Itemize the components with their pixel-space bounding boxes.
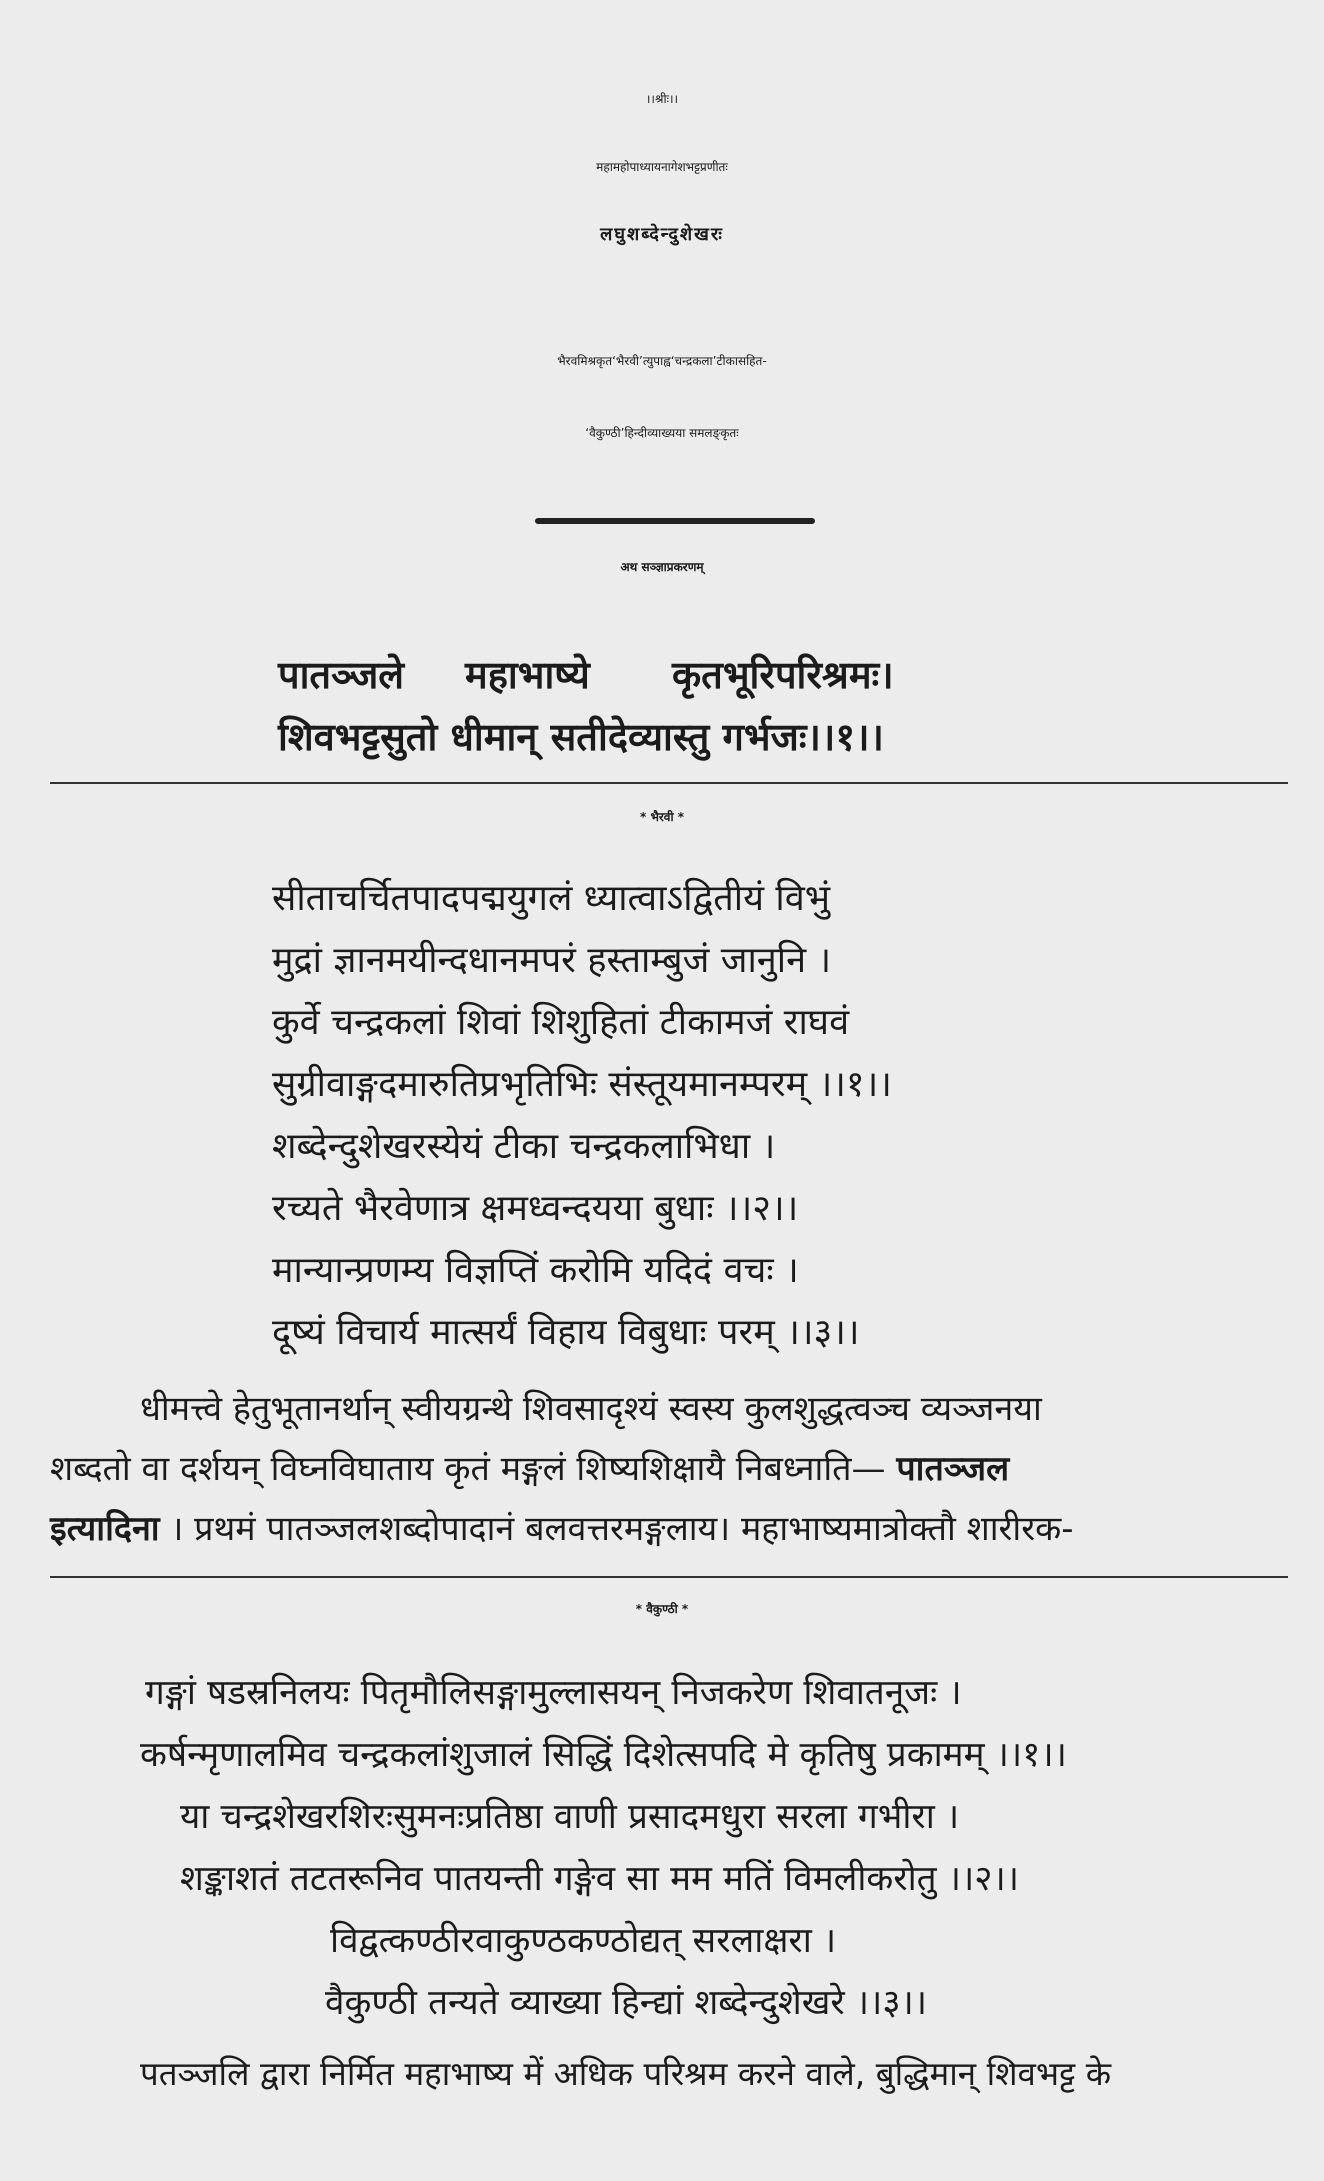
bhairavi-verse-line: शब्देन्दुशेखरस्येयं टीका चन्द्रकलाभिधा । <box>272 1126 776 1167</box>
commentary-text: शब्दतो वा दर्शयन् विघ्नविघाताय कृतं मङ्गलं शिष्यशिक्षायै निबध्नाति— <box>50 1449 886 1489</box>
subtitle-line-2: ‘वैकुण्ठी’हिन्दीव्याख्यया समलङ्कृतः <box>585 426 739 440</box>
bhairavi-commentary-line <box>50 1444 1009 1490</box>
vaikunthi-verse-line: या चन्द्रशेखरशिरःसुमनःप्रतिष्ठा वाणी प्रसादमधुरा सरला गभीरा । <box>180 1797 960 1837</box>
subtitle-line-1: भैरवमिश्रकृत‘भैरवी’त्युपाह्व‘चन्द्रकला’टीकासहित- <box>557 354 767 368</box>
commentary-keyword: पातञ्जल <box>896 1449 1010 1489</box>
bhairavi-verse-line: सुग्रीवाङ्गदमारुतिप्रभृतिभिः संस्तूयमानम्परम् ।।१।। <box>272 1064 892 1105</box>
vaikunthi-heading: * वैकुण्ठी * <box>635 1602 689 1616</box>
bhairavi-verse-line: मुद्रां ज्ञानमयीन्दधानमपरं हस्ताम्बुजं जानुनि । <box>272 940 832 981</box>
bhairavi-verse-line: कुर्वे चन्द्रकलां शिवां शिशुहितां टीकामजं राघवं <box>272 1002 850 1043</box>
ornament-divider <box>535 518 815 524</box>
bhairavi-verse-line: रच्यते भैरवेणात्र क्षमध्वन्दयया बुधाः ।।२।। <box>272 1188 799 1229</box>
bhairavi-commentary-line: धीमत्त्वे हेतुभूतानर्थान् स्वीयग्रन्थे शिवसादृश्यं स्वस्य कुलशुद्धत्वञ्च व्यञ्जनया <box>140 1389 1042 1429</box>
bhairavi-heading: * भैरवी * <box>639 810 685 824</box>
section-rule-bottom <box>50 1576 1288 1578</box>
mula-word-3: कृतभूरिपरिश्रमः। <box>672 653 894 697</box>
vaikunthi-verse-line: गङ्गां षडस्रनिलयः पितृमौलिसङ्गामुल्लासयन् निजकरेण शिवातनूजः । <box>145 1673 962 1713</box>
vaikunthi-verse-line: वैकुण्ठी तन्यते व्याख्या हिन्द्यां शब्देन्दुशेखरे ।।३।। <box>325 1983 928 2023</box>
vaikunthi-verse-line: विद्वत्कण्ठीरवाकुण्ठकण्ठोद्यत् सरलाक्षरा । <box>330 1921 837 1961</box>
shri-invocation: ।।श्रीः।। <box>645 92 679 106</box>
bhairavi-verse-line: दूष्यं विचार्य मात्सर्यं विहाय विबुधाः परम् ।।३।। <box>272 1312 860 1353</box>
section-rule-top <box>50 782 1288 784</box>
mula-word-2: महाभाष्ये <box>465 653 590 697</box>
section-title: अथ सञ्ज्ञाप्रकरणम् <box>620 560 704 574</box>
bhairavi-verse-line: सीताचर्चितपादपद्मयुगलं ध्यात्वाऽद्वितीयं विभुं <box>272 878 831 919</box>
bhairavi-commentary-line <box>50 1504 1074 1550</box>
vaikunthi-verse-line: कर्षन्मृणालमिव चन्द्रकलांशुजालं सिद्धिं दिशेत्सपदि मे कृतिषु प्रकामम् ।।१।। <box>140 1735 1067 1775</box>
bhairavi-verse-line: मान्यान्प्रणम्य विज्ञप्तिं करोमि यदिदं वचः । <box>272 1250 799 1291</box>
commentary-keyword: इत्यादिना <box>50 1509 160 1549</box>
vaikunthi-commentary-line: पतञ्जलि द्वारा निर्मित महाभाष्य में अधिक परिश्रम करने वाले, बुद्धिमान् शिवभट्ट के <box>140 2054 1112 2093</box>
mula-line-2: शिवभट्टसुतो धीमान् सतीदेव्यास्तु गर्भजः।।१।। <box>278 715 884 759</box>
commentary-text: । प्रथमं पातञ्जलशब्दोपादानं बलवत्तरमङ्गलाय। महाभाष्यमात्रोक्तौ शारीरक- <box>170 1509 1074 1549</box>
book-title: लघुशब्देन्दुशेखरः <box>600 224 724 245</box>
author-line: महामहोपाध्यायनागेशभट्टप्रणीतः <box>596 160 728 174</box>
vaikunthi-verse-line: शङ्काशतं तटतरूनिव पातयन्ती गङ्गेव सा मम मतिं विमलीकरोतु ।।२।। <box>180 1859 1020 1899</box>
mula-word-1: पातञ्जले <box>278 653 405 697</box>
